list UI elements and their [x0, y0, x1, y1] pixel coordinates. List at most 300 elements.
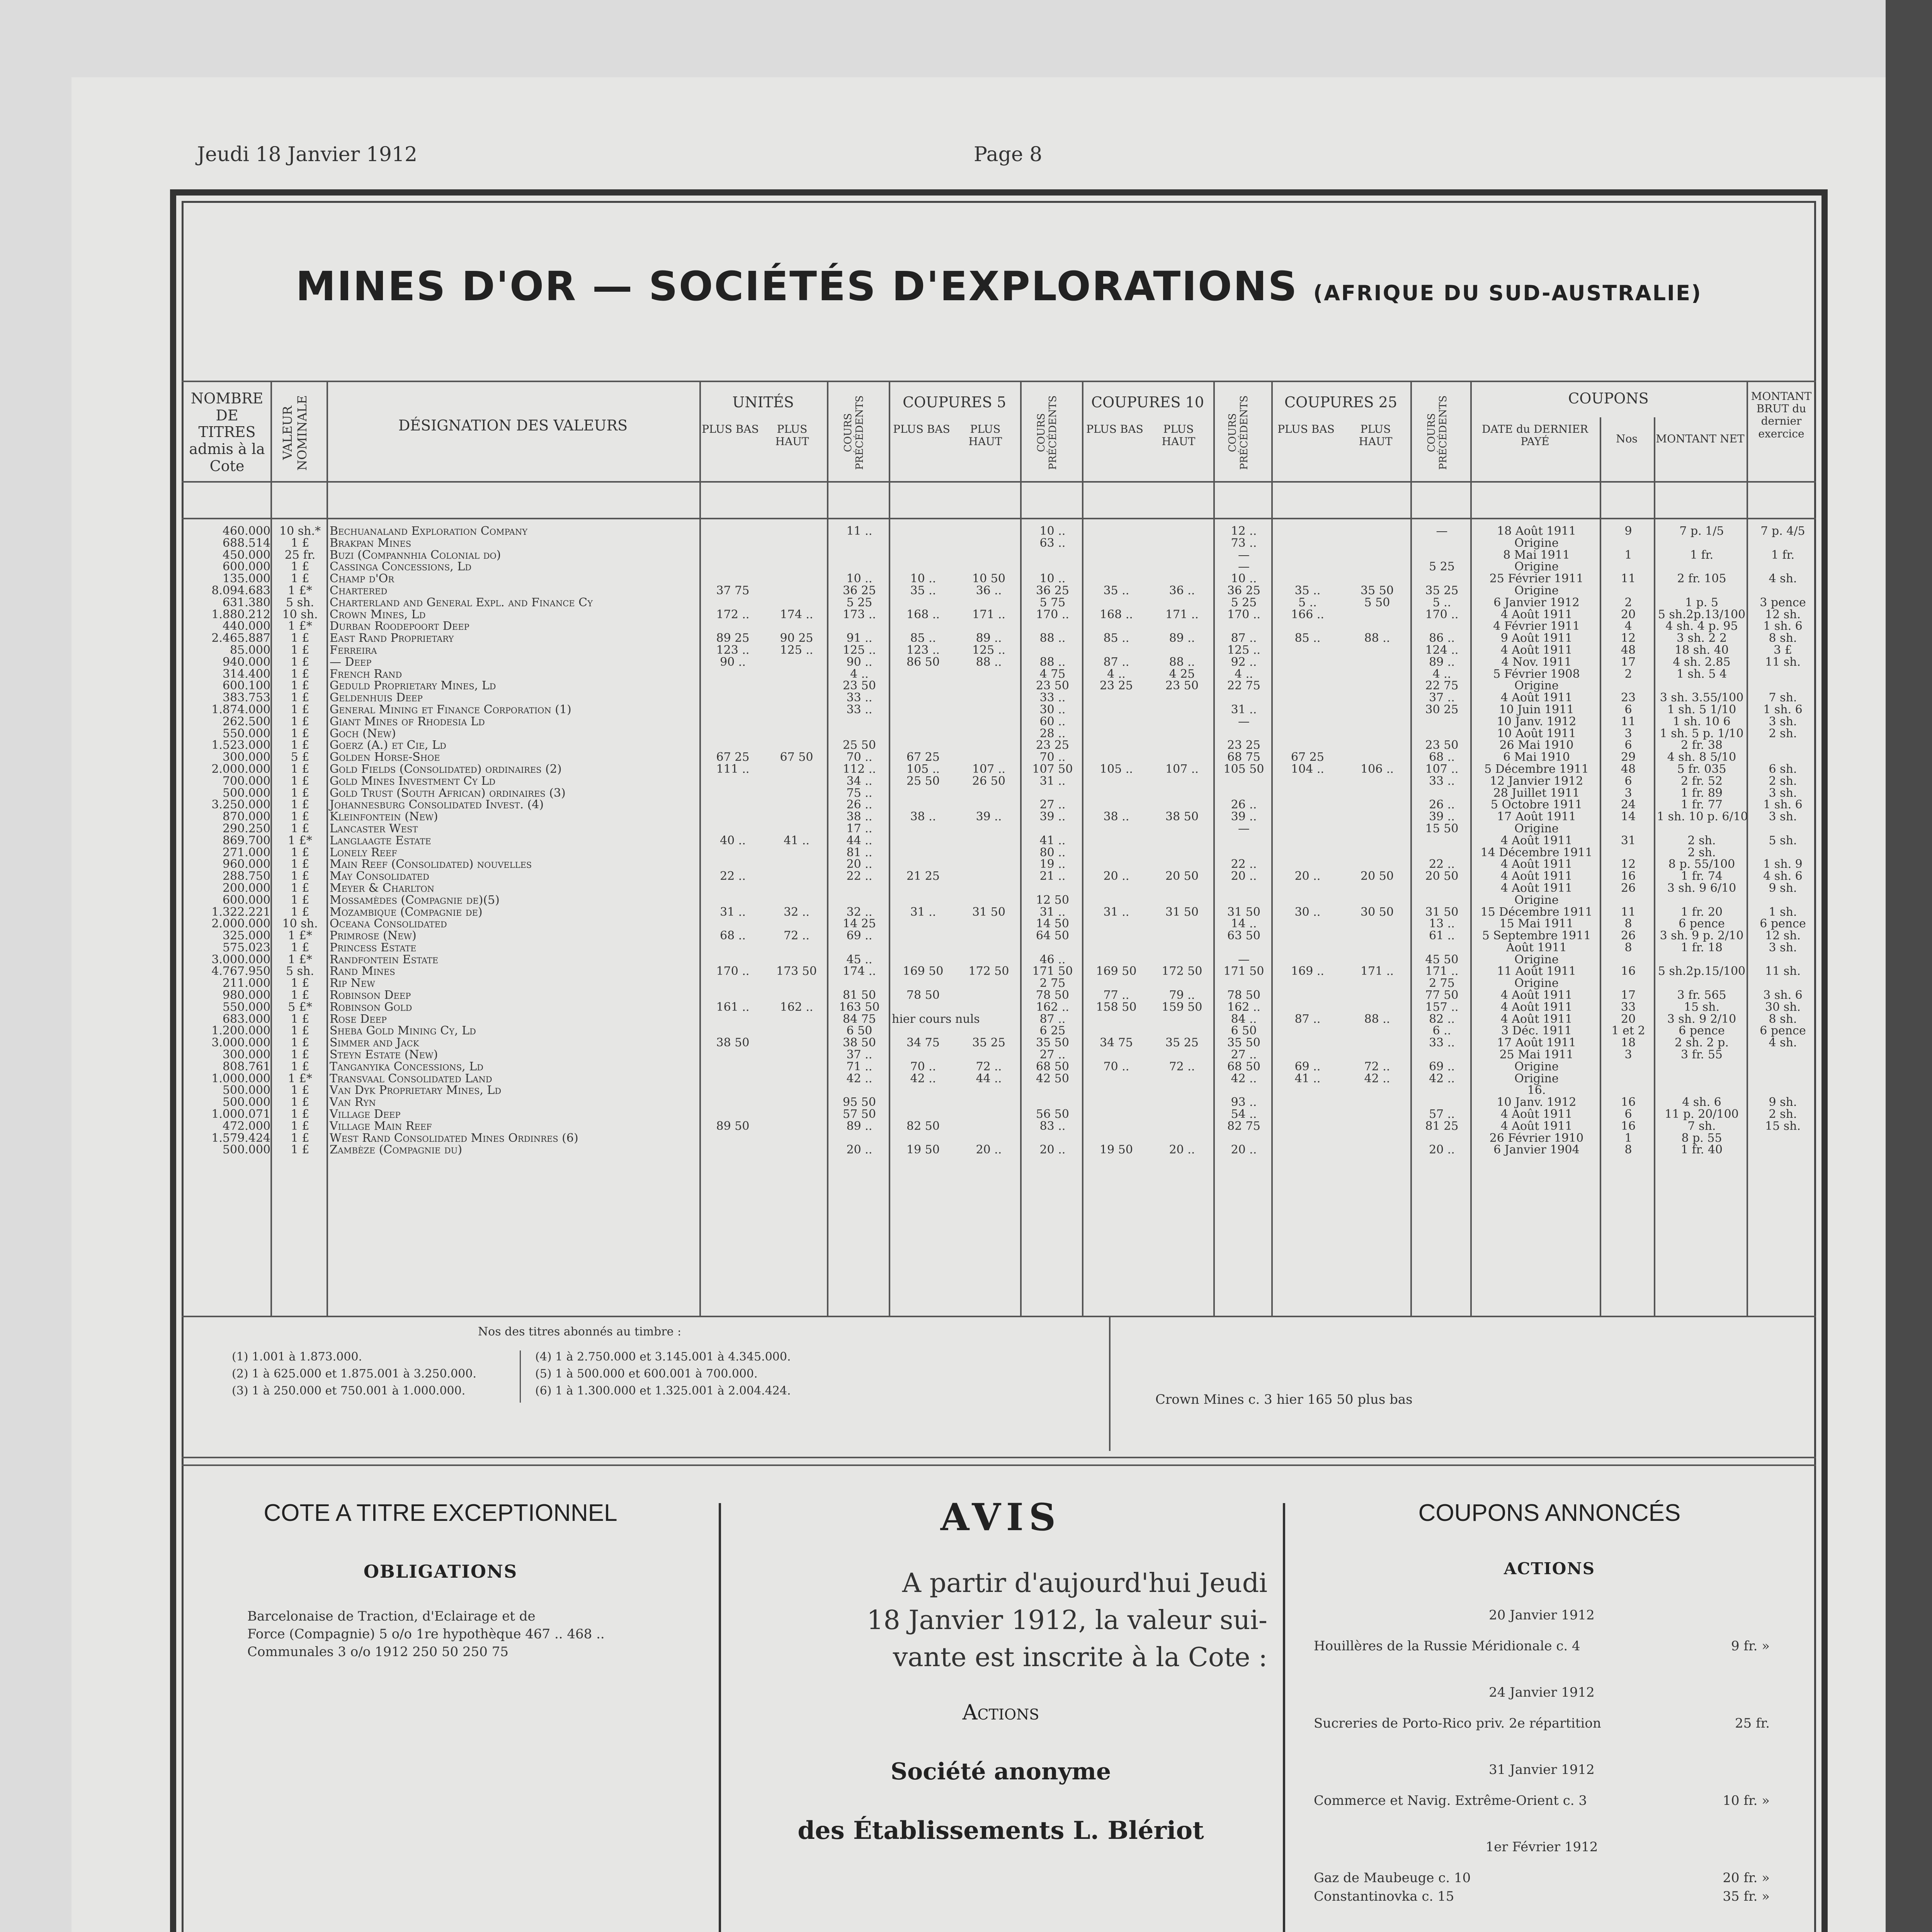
- table-row: [185, 537, 1818, 549]
- cell-v: 1 £: [291, 905, 310, 919]
- cell-c5-bas: 38 ..: [910, 810, 936, 824]
- cell-net: 1 fr. 74: [1680, 869, 1723, 883]
- cell-c10-haut: [1149, 918, 1215, 930]
- cell-c5-haut: 72 ..: [976, 1060, 1002, 1073]
- cell-u-prec: [828, 978, 890, 990]
- cell-no: 1: [1624, 548, 1632, 562]
- cell-c10-prec: 78 50: [1227, 988, 1260, 1002]
- cell-c25-prec: 170 ..: [1425, 607, 1459, 621]
- cell-c25-haut: [1342, 1133, 1412, 1145]
- cell-n: 575.023: [222, 940, 270, 954]
- coupon-name: Gaz de Maubeuge c. 10: [1314, 1870, 1471, 1886]
- cell-c25-prec: 20 ..: [1429, 1143, 1455, 1157]
- cell-name: General Mining et Finance Corporation (1): [330, 702, 571, 716]
- cell-c5-haut: [956, 859, 1022, 871]
- cell-date: 5 Septembre 1911: [1482, 929, 1591, 943]
- cell-u-haut: [765, 1073, 828, 1085]
- cell-c25-prec: 57 ..: [1429, 1107, 1455, 1121]
- cell-c10-prec: 5 25: [1231, 595, 1257, 609]
- cell-v: 1 £: [291, 774, 310, 788]
- cell-n: 1.200.000: [211, 1024, 270, 1038]
- cell-net: [1655, 978, 1748, 990]
- cell-c10-prec: 4 ..: [1235, 667, 1253, 681]
- cell-c10-bas: [1083, 930, 1149, 942]
- notes-title: Nos des titres abonnés au timbre :: [478, 1325, 682, 1338]
- cell-net: 3 sh. 3.55/100: [1660, 691, 1744, 705]
- cell-u-prec: [828, 1085, 890, 1097]
- cell-brut: 2 sh.: [1769, 1107, 1797, 1121]
- cell-date: 4 Février 1911: [1493, 619, 1580, 633]
- cell-n: 1.880.212: [211, 607, 270, 621]
- cell-u-haut: [765, 776, 828, 787]
- cell-c5-prec: 14 50: [1036, 917, 1069, 931]
- cell-c10-haut: [1149, 954, 1215, 966]
- cell-c25-prec: 5 25: [1429, 560, 1455, 574]
- cell-u-prec: 26 ..: [846, 798, 872, 812]
- cell-c5-haut: 172 50: [968, 964, 1009, 978]
- cell-u-haut: [765, 764, 828, 776]
- cell-v: 1 £: [291, 1048, 310, 1062]
- cell-u-bas: [701, 573, 765, 585]
- cell-c5-prec: 42 50: [1036, 1071, 1069, 1085]
- coupon-date: 24 Janvier 1912: [1489, 1685, 1595, 1700]
- cell-c5-haut: [956, 895, 1022, 906]
- cell-c10-prec: [1215, 776, 1273, 787]
- cell-date: 4 Août 1911: [1500, 1000, 1573, 1014]
- c25-cours-precedents: COURS PRÉCÉDENTS: [1426, 395, 1449, 470]
- cell-n: 1.579.424: [211, 1131, 270, 1145]
- cell-u-bas: 22 ..: [720, 869, 746, 883]
- coupon-amount: 35 fr. »: [1723, 1889, 1770, 1904]
- cell-u-bas: 68 ..: [720, 929, 746, 943]
- cell-c10-haut: 107 ..: [1165, 762, 1199, 776]
- cell-v: 1 £: [291, 893, 310, 907]
- cell-net: 15 sh.: [1684, 1000, 1719, 1014]
- cell-u-haut: 162 ..: [780, 1000, 813, 1014]
- cell-c25-bas: 69 ..: [1294, 1060, 1321, 1073]
- coupon-item: [1314, 1791, 1770, 1810]
- cell-c25-prec: 86 ..: [1429, 631, 1455, 645]
- cell-name: Johannesburg Consolidated Invest. (4): [330, 798, 544, 812]
- cell-c25-bas: [1273, 1121, 1342, 1133]
- cell-c10-prec: 105 50: [1223, 762, 1264, 776]
- cell-u-prec: 17 ..: [846, 821, 872, 835]
- cell-net: 1 fr. 89: [1680, 786, 1723, 800]
- cell-c5-bas: [890, 787, 956, 799]
- cell-v: 1 £: [291, 536, 310, 550]
- table-row: [185, 871, 1818, 883]
- cell-c10-bas: 105 ..: [1100, 762, 1133, 776]
- cell-c10-prec: —: [1238, 821, 1250, 835]
- cell-u-haut: [765, 561, 828, 573]
- cell-v: 1 £: [291, 786, 310, 800]
- cell-c10-haut: [1149, 561, 1215, 573]
- cell-c25-bas: 20 ..: [1294, 869, 1321, 883]
- cell-c25-bas: [1273, 621, 1342, 633]
- cell-c5-haut: [956, 621, 1022, 633]
- cell-name: Gold Trust (South African) ordinaires (3): [330, 786, 566, 800]
- cell-c10-prec: 10 ..: [1231, 572, 1257, 586]
- cell-c25-bas: [1273, 978, 1342, 990]
- cell-c10-prec: [1215, 1133, 1273, 1145]
- cell-u-prec: [828, 883, 890, 895]
- cell-c5-prec: 36 25: [1036, 583, 1069, 597]
- cell-v: 1 £*: [288, 929, 312, 943]
- crown-mines-note: Crown Mines c. 3 hier 165 50 plus bas: [1155, 1392, 1413, 1407]
- cell-c5-prec: 107 50: [1032, 762, 1073, 776]
- cell-c10-bas: [1083, 573, 1149, 585]
- notes-right: [535, 1349, 791, 1400]
- cell-c5-haut: 125 ..: [972, 643, 1005, 657]
- cell-c10-haut: [1149, 1049, 1215, 1061]
- binding-gutter: [1886, 0, 1932, 1932]
- cell-c5-prec: 78 50: [1036, 988, 1069, 1002]
- cell-c10-bas: [1083, 918, 1149, 930]
- cell-c25-haut: [1342, 668, 1412, 680]
- table-row: [185, 1002, 1818, 1014]
- notes-left: [232, 1349, 476, 1400]
- cell-c25-haut: [1342, 526, 1412, 537]
- cell-c10-bas: [1083, 835, 1149, 847]
- cell-brut: 8 sh.: [1769, 631, 1797, 645]
- cell-c10-bas: [1083, 1014, 1149, 1026]
- cell-net: 1 sh. 5 1/10: [1667, 702, 1736, 716]
- cell-no: 17: [1621, 988, 1636, 1002]
- cell-brut: 12 sh.: [1765, 929, 1801, 943]
- cell-c10-prec: —: [1238, 560, 1250, 574]
- cell-c5-prec: 56 50: [1036, 1107, 1069, 1121]
- cell-c5-prec: [1022, 1085, 1083, 1097]
- cell-u-haut: [765, 704, 828, 716]
- cell-c10-haut: [1149, 621, 1215, 633]
- cell-date: 4 Août 1911: [1500, 833, 1573, 847]
- cell-c5-prec: 4 75: [1039, 667, 1066, 681]
- coupon-amount: 20 fr. »: [1723, 1870, 1770, 1886]
- cell-c10-prec: [1215, 787, 1273, 799]
- cell-c5-bas: [890, 1002, 956, 1014]
- exceptionnel-lines: [247, 1607, 672, 1661]
- cell-u-prec: 89 ..: [846, 1119, 872, 1133]
- cell-c25-bas: [1273, 776, 1342, 787]
- cell-c10-haut: [1149, 930, 1215, 942]
- coupon-amount: 25 fr.: [1735, 1716, 1770, 1731]
- cell-u-bas: [701, 1109, 765, 1121]
- header-bottom-rule: [182, 481, 1816, 483]
- cell-u-bas: [701, 680, 765, 692]
- cell-c5-prec: 19 ..: [1039, 857, 1066, 871]
- cell-c5-haut: [956, 716, 1022, 728]
- cell-v: 1 £*: [288, 1071, 312, 1085]
- table-row: [185, 1144, 1818, 1156]
- cell-net: 8 p. 55: [1681, 1131, 1722, 1145]
- table-row: [185, 835, 1818, 847]
- cell-c5-prec: 41 ..: [1039, 833, 1066, 847]
- c5-plus-bas: PLUS BAS: [893, 423, 950, 435]
- cell-c25-haut: 20 50: [1361, 869, 1394, 883]
- cell-c25-bas: 5 ..: [1298, 595, 1317, 609]
- cell-net: 3 fr. 565: [1677, 988, 1726, 1002]
- cell-c5-haut: [956, 930, 1022, 942]
- cell-c10-bas: [1083, 621, 1149, 633]
- cell-name: Durban Roodepoort Deep: [330, 619, 469, 633]
- cell-c25-prec: [1412, 787, 1472, 799]
- cell-no: 6: [1624, 774, 1632, 788]
- cell-net: 8 p. 55/100: [1668, 857, 1735, 871]
- cell-c10-bas: [1083, 1025, 1149, 1037]
- cell-c10-prec: [1215, 835, 1273, 847]
- table-row: [185, 1025, 1818, 1037]
- table-row: [185, 1085, 1818, 1097]
- cell-u-bas: [701, 1049, 765, 1061]
- cell-u-bas: 90 ..: [720, 655, 746, 669]
- cell-name: — Deep: [330, 655, 372, 669]
- cell-u-prec: 95 50: [843, 1095, 876, 1109]
- cell-date: Origine: [1514, 679, 1559, 693]
- cell-c25-haut: [1342, 1109, 1412, 1121]
- cell-c10-prec: [1215, 621, 1273, 633]
- cell-name: East Rand Proprietary: [330, 631, 454, 645]
- cell-name: Bechuanaland Exploration Company: [330, 524, 528, 538]
- cell-c25-haut: [1342, 740, 1412, 752]
- cell-u-prec: 71 ..: [846, 1060, 872, 1073]
- cell-c25-prec: 5 ..: [1432, 595, 1451, 609]
- cell-c25-bas: [1273, 680, 1342, 692]
- cell-net: 5 sh.2p.15/100: [1658, 964, 1746, 978]
- cell-name: Zambèze (Compagnie du): [330, 1143, 463, 1157]
- cell-brut: [1748, 752, 1818, 764]
- cell-c10-prec: 36 25: [1227, 583, 1260, 597]
- cell-brut: 11 sh.: [1765, 964, 1801, 978]
- cell-c25-bas: [1273, 704, 1342, 716]
- table-row: [185, 918, 1818, 930]
- cell-brut: [1748, 823, 1818, 835]
- cell-name: Van Ryn: [330, 1095, 376, 1109]
- cell-c10-bas: [1083, 752, 1149, 764]
- cell-c25-bas: [1273, 835, 1342, 847]
- cell-n: 550.000: [222, 1000, 270, 1014]
- cell-u-prec: 90 ..: [846, 655, 872, 669]
- cell-c10-bas: [1083, 645, 1149, 656]
- cell-net: [1655, 561, 1748, 573]
- cell-u-prec: 70 ..: [846, 750, 872, 764]
- cell-v: 1 £: [291, 1036, 310, 1050]
- cell-date: Origine: [1514, 893, 1559, 907]
- cell-c5-bas: [890, 847, 956, 859]
- cell-c25-prec: 171 ..: [1425, 964, 1459, 978]
- cell-c10-bas: [1083, 1097, 1149, 1109]
- cell-brut: 11 sh.: [1765, 655, 1801, 669]
- cell-brut: 4 sh.: [1769, 1036, 1797, 1050]
- cell-name: May Consolidated: [330, 869, 429, 883]
- cell-c10-prec: 12 ..: [1231, 524, 1257, 538]
- table-row: [185, 1097, 1818, 1109]
- cell-v: 25 fr.: [284, 548, 316, 562]
- cell-n: 600.000: [222, 893, 270, 907]
- cell-no: 6: [1624, 702, 1632, 716]
- cell-c25-prec: 20 50: [1425, 869, 1459, 883]
- cell-no: 2: [1624, 667, 1632, 681]
- cell-u-bas: [701, 811, 765, 823]
- cell-c25-haut: [1342, 954, 1412, 966]
- cell-c10-haut: 89 ..: [1169, 631, 1195, 645]
- cell-c25-bas: 169 ..: [1291, 964, 1324, 978]
- cell-n: 1.523.000: [211, 738, 270, 752]
- table-row: [185, 776, 1818, 787]
- col-header-coupures10: COUPURES 10: [1091, 394, 1204, 411]
- col-header-coupures25: COUPURES 25: [1284, 394, 1397, 411]
- cell-c5-bas: [890, 859, 956, 871]
- cell-c25-haut: 88 ..: [1364, 631, 1390, 645]
- cell-c25-haut: [1342, 1121, 1412, 1133]
- cell-c5-haut: [956, 990, 1022, 1002]
- cell-c10-haut: [1149, 1109, 1215, 1121]
- cell-n: 262.500: [222, 714, 270, 728]
- cell-c5-prec: 31 ..: [1039, 774, 1066, 788]
- cell-c5-bas: 85 ..: [910, 631, 936, 645]
- cell-c5-prec: 83 ..: [1039, 1119, 1066, 1133]
- cell-c25-haut: [1342, 799, 1412, 811]
- cell-c10-haut: [1149, 1014, 1215, 1026]
- cell-c10-haut: [1149, 859, 1215, 871]
- cell-net: 3 sh. 9 2/10: [1667, 1012, 1736, 1026]
- cell-n: 1.322.221: [211, 905, 270, 919]
- cell-u-haut: [765, 1014, 828, 1026]
- cell-no: 11: [1621, 714, 1636, 728]
- cell-net: 3 sh. 2 2: [1676, 631, 1727, 645]
- cell-c25-haut: [1342, 883, 1412, 895]
- table-row: [185, 823, 1818, 835]
- avis-actions: Actions: [962, 1700, 1039, 1725]
- cell-date: Origine: [1514, 583, 1559, 597]
- cell-u-bas: [701, 526, 765, 537]
- cell-c5-haut: [956, 883, 1022, 895]
- cell-n: 960.000: [222, 857, 270, 871]
- table-row: [185, 787, 1818, 799]
- cell-c10-bas: 85 ..: [1103, 631, 1129, 645]
- exceptionnel-sub: OBLIGATIONS: [363, 1561, 518, 1582]
- cell-c25-haut: [1342, 930, 1412, 942]
- cell-c10-bas: 31 ..: [1103, 905, 1129, 919]
- cell-c25-haut: [1342, 918, 1412, 930]
- cell-c10-bas: [1083, 526, 1149, 537]
- cell-name: Robinson Gold: [330, 1000, 412, 1014]
- cell-c5-haut: [956, 692, 1022, 704]
- cell-c25-prec: 77 50: [1425, 988, 1459, 1002]
- cell-n: 290.250: [222, 821, 270, 835]
- cell-c5-prec: 39 ..: [1039, 810, 1066, 824]
- cell-u-prec: 57 50: [843, 1107, 876, 1121]
- cell-u-prec: 81 ..: [846, 845, 872, 859]
- cell-net: 3 sh. 9 6/10: [1667, 881, 1736, 895]
- cell-n: 500.000: [222, 1095, 270, 1109]
- table-row: [185, 954, 1818, 966]
- cell-v: 1 £: [291, 714, 310, 728]
- cell-c10-prec: [1215, 895, 1273, 906]
- table-row: [185, 597, 1818, 609]
- header-page-number: Page 8: [974, 143, 1043, 166]
- cell-c25-haut: [1342, 1037, 1412, 1049]
- cell-c10-haut: [1149, 752, 1215, 764]
- cell-brut: [1748, 978, 1818, 990]
- cell-c5-bas: [890, 835, 956, 847]
- cell-net: 1 sh. 10 6: [1673, 714, 1731, 728]
- cell-c5-prec: 35 50: [1036, 1036, 1069, 1050]
- cell-net: 1 sh. 5 p. 1/10: [1660, 726, 1744, 740]
- cell-v: 1 £: [291, 1095, 310, 1109]
- cell-u-haut: [765, 918, 828, 930]
- cell-name: Rip New: [330, 976, 375, 990]
- exceptionnel-title: COTE A TITRE EXCEPTIONNEL: [264, 1500, 617, 1526]
- table-row: [185, 1121, 1818, 1133]
- cell-name: Goch (New): [330, 726, 396, 740]
- table-row: [185, 859, 1818, 871]
- note-2: (2) 1 à 625.000 et 1.875.001 à 3.250.000.: [232, 1367, 476, 1381]
- cell-u-bas: 37 75: [716, 583, 750, 597]
- col-header-nombre: NOMBRE DE TITRES admis à la Cote: [189, 390, 265, 474]
- table-row: [185, 764, 1818, 776]
- table-row: [185, 1037, 1818, 1049]
- cell-c10-haut: [1149, 716, 1215, 728]
- cell-net: [1655, 585, 1748, 597]
- cell-c10-prec: —: [1238, 714, 1250, 728]
- cell-c25-prec: 33 ..: [1429, 774, 1455, 788]
- cell-u-bas: 111 ..: [716, 762, 750, 776]
- table-top-rule: [182, 381, 1816, 382]
- cell-date: 10 Août 1911: [1497, 726, 1576, 740]
- cell-brut: 6 sh.: [1769, 762, 1797, 776]
- cell-c10-bas: [1083, 776, 1149, 787]
- cell-c5-prec: 70 ..: [1039, 750, 1066, 764]
- avis-left-rule: [719, 1503, 721, 1932]
- cell-c25-bas: [1273, 549, 1342, 561]
- avis-company: des Établissements L. Blériot: [798, 1816, 1204, 1845]
- cell-no: 48: [1621, 762, 1636, 776]
- cell-c5-bas: [890, 942, 956, 954]
- cell-c5-haut: [956, 561, 1022, 573]
- coupon-name: Constantinovka c. 15: [1314, 1889, 1454, 1904]
- cell-n: 600.100: [222, 679, 270, 693]
- cell-net: 4 sh. 8 5/10: [1667, 750, 1736, 764]
- cell-u-haut: [765, 787, 828, 799]
- cell-v: 1 £: [291, 762, 310, 776]
- cell-v: 1 £*: [288, 833, 312, 847]
- cell-u-bas: [701, 668, 765, 680]
- cell-name: Lonely Reef: [330, 845, 397, 859]
- cell-c5-bas: [890, 526, 956, 537]
- cell-u-prec: 37 ..: [846, 1048, 872, 1062]
- cell-no: 16: [1621, 1119, 1636, 1133]
- avis-right-rule: [1283, 1503, 1285, 1932]
- cell-brut: [1748, 1133, 1818, 1145]
- title-main: MINES D'OR — SOCIÉTÉS D'EXPLORATIONS: [296, 263, 1298, 310]
- cell-c25-haut: [1342, 609, 1412, 621]
- exceptionnel-line: Force (Compagnie) 5 o/o 1re hypothèque 467 .. 468 ..: [247, 1626, 605, 1642]
- cell-u-bas: [701, 1061, 765, 1073]
- cell-c25-haut: [1342, 811, 1412, 823]
- cell-net: 1 fr. 18: [1680, 940, 1723, 954]
- cell-c5-bas: [890, 883, 956, 895]
- cell-c25-bas: [1273, 1109, 1342, 1121]
- cell-net: 2 fr. 105: [1677, 572, 1726, 586]
- cell-c25-bas: [1273, 811, 1342, 823]
- cell-name: Van Dyk Proprietary Mines, Ld: [330, 1083, 502, 1097]
- cell-c10-haut: [1149, 799, 1215, 811]
- cell-n: 500.000: [222, 1143, 270, 1157]
- cell-v: 1 £: [291, 1060, 310, 1073]
- cell-c5-bas: [890, 704, 956, 716]
- cell-u-bas: [701, 728, 765, 740]
- cell-c10-bas: [1083, 1049, 1149, 1061]
